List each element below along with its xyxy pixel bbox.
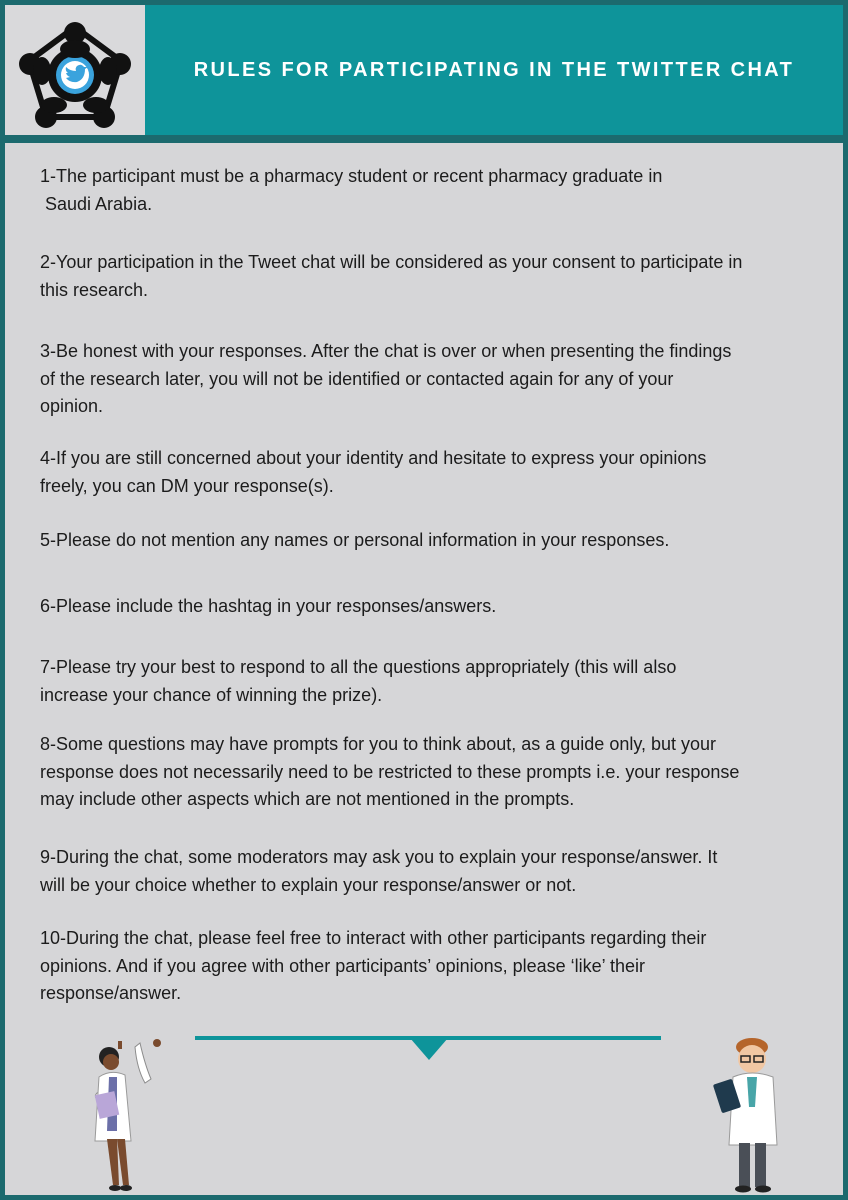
divider-arrow-icon — [410, 1038, 448, 1060]
male-pharmacist-icon — [705, 1037, 790, 1197]
rule-line: response/answer. — [40, 983, 182, 1003]
rule-line: may include other aspects which are not mentioned in the prompts. — [40, 789, 575, 809]
rule-item — [40, 338, 835, 421]
rule-line: this research. — [40, 279, 149, 300]
rule-item — [40, 844, 835, 899]
header — [5, 5, 843, 135]
rule-line: freely, you can DM your response(s). — [40, 475, 334, 496]
rule-line: opinions. And if you agree with other participants’ opinions, please ‘like’ their — [40, 955, 646, 976]
rule-item — [40, 925, 835, 1008]
rule-item — [40, 249, 835, 304]
rule-item — [40, 731, 835, 814]
twitter-bird-roundtable-icon — [5, 5, 145, 135]
rule-line: will be your choice whether to explain your response/answer or not. — [40, 874, 577, 895]
rule-line: 4-If you are still concerned about your identity and hesitate to express your opinions — [40, 448, 707, 468]
rule-line: opinion. — [40, 396, 104, 416]
rule-item — [40, 593, 835, 621]
rule-line: 8-Some questions may have prompts for you to think about, as a guide only, but your — [40, 734, 717, 754]
rule-item — [40, 445, 835, 500]
female-pharmacist-icon — [85, 1035, 170, 1195]
rule-line: Saudi Arabia. — [40, 193, 153, 214]
rule-line: of the research later, you will not be identified or contacted again for any of your — [40, 368, 674, 389]
rule-line: increase your chance of winning the prize). — [40, 684, 383, 705]
rule-line: 5-Please do not mention any names or personal information in your responses. — [40, 530, 670, 550]
rule-line: 6-Please include the hashtag in your responses/answers. — [40, 596, 497, 616]
header-divider — [5, 135, 843, 143]
logo — [5, 5, 145, 135]
rule-line: 3-Be honest with your responses. After the chat is over or when presenting the findings — [40, 341, 732, 361]
rule-line: 1-The participant must be a pharmacy student or recent pharmacy graduate in — [40, 166, 663, 186]
rule-line: 7-Please try your best to respond to all the questions appropriately (this will also — [40, 657, 677, 677]
rule-item — [40, 654, 835, 709]
rule-item — [40, 163, 835, 218]
rule-line: 2-Your participation in the Tweet chat will be considered as your consent to participate in — [40, 252, 743, 272]
rule-line: response does not necessarily need to be restricted to these prompts i.e. your response — [40, 761, 740, 782]
page-title: RULES FOR PARTICIPATING IN THE TWITTER CHAT — [193, 58, 795, 81]
rule-line: 9-During the chat, some moderators may ask you to explain your response/answer. It — [40, 847, 718, 867]
title-banner — [145, 5, 843, 135]
rule-line: 10-During the chat, please feel free to interact with other participants regarding their — [40, 928, 707, 948]
rule-item — [40, 527, 835, 555]
